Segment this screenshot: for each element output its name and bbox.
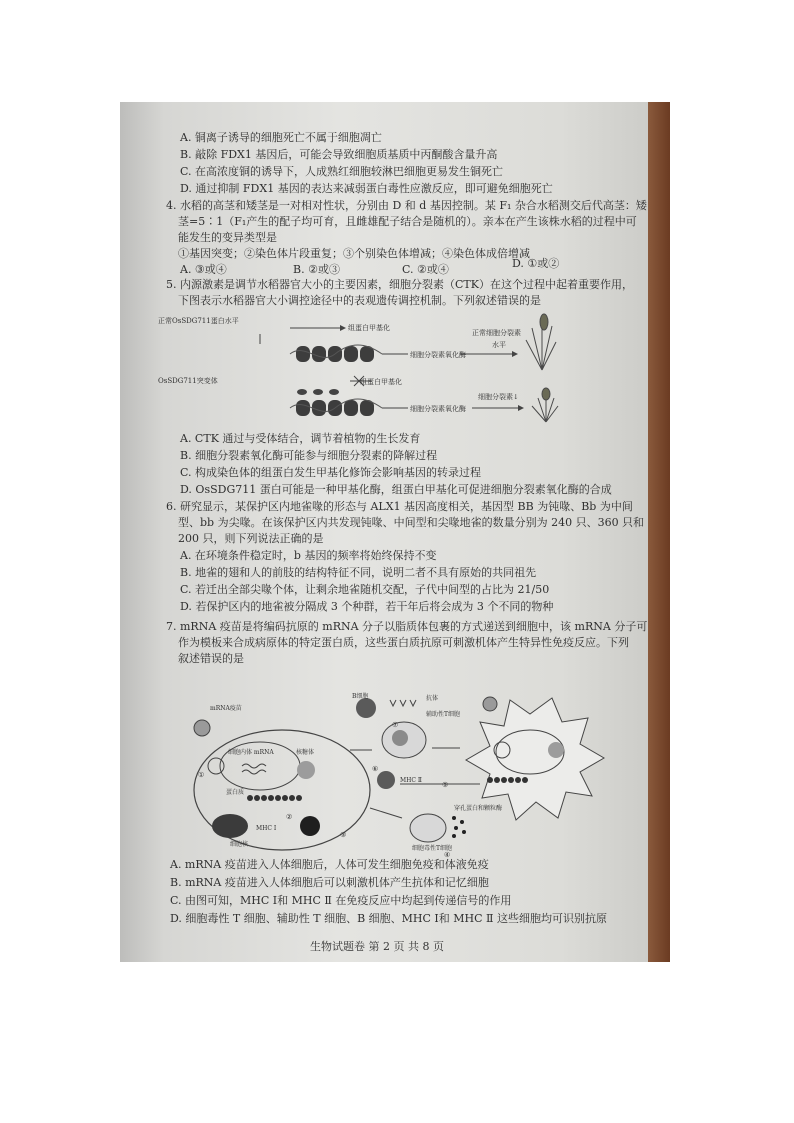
desk-edge xyxy=(648,102,670,962)
label-antibody: 抗体 xyxy=(426,695,439,702)
label-enzyme-normal: 细胞分裂素氧化酶 xyxy=(410,351,466,359)
q3-option-b: B. 敲除 FDX1 基因后，可能会导致细胞质基质中丙酮酸含量升高 xyxy=(180,148,498,161)
label-endosome-mrna: 细胞内体 mRNA xyxy=(228,749,274,756)
label-methylation: 组蛋白甲基化 xyxy=(348,324,390,332)
q5-option-a: A. CTK 通过与受体结合，调节着植物的生长发育 xyxy=(180,432,421,445)
label-b-cell: B细胞 xyxy=(352,693,369,700)
step-7: ⑦ xyxy=(392,721,399,729)
q5-stem-2: 下图表示水稻器官大小调控途径中的表观遗传调控机制。下列叙述错误的是 xyxy=(178,294,541,307)
q3-option-a: A. 铜离子诱导的细胞死亡不属于细胞凋亡 xyxy=(180,131,382,144)
step-6: ⑥ xyxy=(372,765,379,773)
q6-stem-1: 6. 研究显示，某保护区内地雀喙的形态与 ALX1 基因高度相关，基因型 BB 为钝喙、Bb 为中间 xyxy=(166,500,633,513)
q5-stem-1: 5. 内源激素是调节水稻器官大小的主要因素，细胞分裂素（CTK）在这个过程中起着重要作用， xyxy=(166,278,633,291)
q7-option-c: C. 由图可知，MHC Ⅰ和 MHC Ⅱ 在免疫反应中均起到传递信号的作用 xyxy=(170,894,512,907)
label-level: 水平 xyxy=(492,341,506,349)
q7-option-a: A. mRNA 疫苗进入人体细胞后，人体可发生细胞免疫和体液免疫 xyxy=(170,858,489,871)
step-3: ③ xyxy=(340,831,347,839)
nucleosome-row-normal xyxy=(290,345,382,362)
label-mrna-vaccine: mRNA疫苗 xyxy=(210,705,242,712)
q4-option-a: A. ③或④ xyxy=(180,263,227,276)
q4-option-d: D. ①或② xyxy=(512,257,560,270)
q4-option-b: B. ②或③ xyxy=(293,263,340,276)
label-mhc1: MHC Ⅰ xyxy=(256,825,277,832)
cytotoxic-t-cell xyxy=(410,814,466,842)
q5-option-c: C. 构成染色体的组蛋白发生甲基化修饰会影响基因的转录过程 xyxy=(180,466,482,479)
q4-stem-1: 4. 水稻的高茎和矮茎是一对相对性状，分别由 D 和 d 基因控制。某 F₁ 杂合水稻测交后代高茎：矮 xyxy=(166,199,647,212)
label-mutant: OsSDG711突变体 xyxy=(158,377,218,385)
q4-stem-2: 茎=5∶1（F₁产生的配子均可育，且雌雄配子结合是随机的）。亲本在产生该株水稻的过程中可 xyxy=(178,215,637,228)
rice-plant-mutant xyxy=(532,388,558,422)
label-mhc2: MHC Ⅱ xyxy=(400,777,422,784)
q6-stem-2: 型、bb 为尖喙。在该保护区内共发现钝喙、中间型和尖喙地雀的数量分别为 240 只、360 只和 xyxy=(178,516,645,529)
q5-figure xyxy=(160,312,560,424)
step-2: ② xyxy=(286,813,293,821)
q7-stem-1: 7. mRNA 疫苗是将编码抗原的 mRNA 分子以脂质体包裹的方式递送到细胞中，该 mRNA 分子可 xyxy=(166,620,648,633)
q3-option-c: C. 在高浓度铜的诱导下，人成熟红细胞较淋巴细胞更易发生铜死亡 xyxy=(180,165,504,178)
q6-option-b: B. 地雀的翅和人的前肢的结构特征不同，说明二者不具有原始的共同祖先 xyxy=(180,566,537,579)
q7-figure xyxy=(190,688,640,859)
label-cytotoxic-t: 细胞毒性T细胞 xyxy=(412,845,453,852)
step-4: ④ xyxy=(444,851,451,859)
label-ctk-normal: 正常细胞分裂素 xyxy=(472,329,521,337)
page-footer: 生物试题卷 第 2 页 共 8 页 xyxy=(310,940,444,953)
step-5: ⑤ xyxy=(442,781,449,789)
q6-option-c: C. 若迁出全部尖喙个体，让剩余地雀随机交配，子代中间型的占比为 21/50 xyxy=(180,583,550,596)
q6-stem-3: 200 只，则下列说法正确的是 xyxy=(178,532,324,545)
q7-option-b: B. mRNA 疫苗进入人体细胞后可以刺激机体产生抗体和记忆细胞 xyxy=(170,876,489,889)
label-enzyme-mutant: 细胞分裂素氧化酶 xyxy=(410,405,466,413)
step-1: ① xyxy=(198,771,205,779)
label-methylation-mutant: 组蛋白甲基化 xyxy=(360,378,402,386)
label-protein: 蛋白质 xyxy=(226,789,245,796)
rice-plant-normal xyxy=(526,314,556,370)
q7-stem-3: 叙述错误的是 xyxy=(178,652,244,665)
q7-option-d: D. 细胞毒性 T 细胞、辅助性 T 细胞、B 细胞、MHC Ⅰ和 MHC Ⅱ 这些细胞均可识别抗原 xyxy=(170,912,608,925)
q4-stem-3: 能发生的变异类型是 xyxy=(178,231,277,244)
peptide-chain xyxy=(247,795,302,801)
q6-option-a: A. 在环境条件稳定时，b 基因的频率将始终保持不变 xyxy=(180,549,437,562)
vaccine-particle xyxy=(194,720,210,736)
label-perforin: 穿孔蛋白和颗粒酶 xyxy=(454,805,503,812)
q5-option-b: B. 细胞分裂素氧化酶可能参与细胞分裂素的降解过程 xyxy=(180,449,438,462)
q3-option-d: D. 通过抑制 FDX1 基因的表达来减弱蛋白毒性应激反应，即可避免细胞死亡 xyxy=(180,182,553,195)
q7-stem-2: 作为模板来合成病原体的特定蛋白质，这些蛋白质抗原可刺激机体产生特异性免疫反应。下列 xyxy=(178,636,629,649)
label-helper-t: 辅助性T细胞 xyxy=(426,711,461,718)
label-ctk-down: 细胞分裂素↓ xyxy=(478,393,519,401)
q4-option-c: C. ②或④ xyxy=(402,263,449,276)
nucleosome-row-mutant xyxy=(290,399,382,416)
q5-option-d: D. OsSDG711 蛋白可能是一种甲基化酶，组蛋白甲基化可促进细胞分裂素氧化酶的合成 xyxy=(180,483,612,496)
q4-stem-4: ①基因突变；②染色体片段重复；③个别染色体增减；④染色体成倍增减 xyxy=(178,247,530,260)
q6-option-d: D. 若保护区内的地雀被分隔成 3 个种群，若干年后将会成为 3 个不同的物种 xyxy=(180,600,554,613)
label-normal-level: 正常OsSDG711蛋白水平 xyxy=(158,317,239,325)
label-nucleus: 细胞核 xyxy=(230,841,249,848)
label-ribosome: 核糖体 xyxy=(296,749,315,756)
